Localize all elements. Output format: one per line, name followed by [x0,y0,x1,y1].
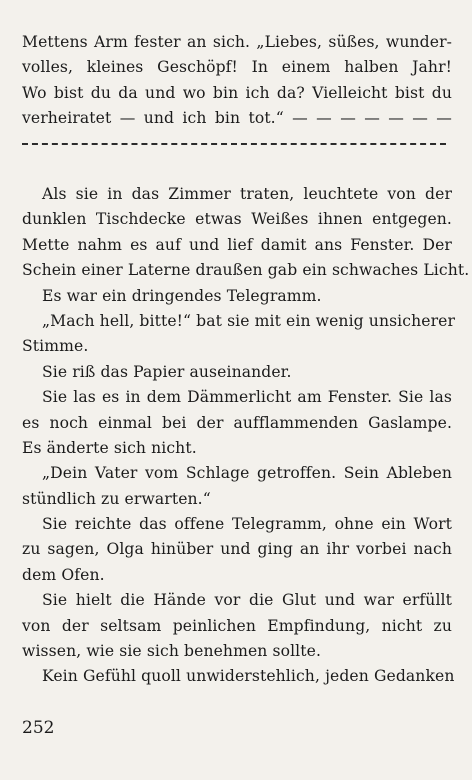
text-line: volles, kleines Geschöpf! In einem halben Jahr! [22,58,452,77]
text-line: Mettens Arm fester an sich. „Liebes, süßes, wunder- [22,33,452,51]
dash-separator [22,132,452,154]
text-line: Kein Gefühl quoll unwiderstehlich, jeden Gedanken [42,667,455,686]
page-number: 252 [22,718,55,738]
text-line: dunklen Tischdecke etwas Weißes ihnen entgegen. [22,210,452,229]
text-line: Es war ein dringendes Telegramm. [42,286,322,305]
text-line: Mette nahm es auf und lief damit ans Fenster. Der [22,235,452,254]
text-line: verheiratet — und ich bin tot.“ — — — — — — — [22,109,452,128]
text-block-main [22,182,470,690]
text-line: zu sagen, Olga hinüber und ging an ihr vorbei nach [22,540,452,559]
text-line: Als sie in das Zimmer traten, leuchtete von der [42,185,452,203]
text-line: stündlich zu erwarten.“ [22,489,211,508]
text-line: Stimme. [22,337,89,356]
text-block-top [22,30,452,154]
text-line: Sie las es in dem Dämmerlicht am Fenster. Sie las [42,388,452,407]
text-line: Sie riß das Papier auseinander. [42,362,292,381]
text-line: Sie reichte das offene Telegramm, ohne ein Wort [42,515,452,534]
text-line: Es änderte sich nicht. [22,438,197,457]
text-line: von der seltsam peinlichen Empfindung, nicht zu [22,616,452,635]
text-line: dem Ofen. [22,565,105,584]
text-line: Schein einer Laterne draußen gab ein schwaches Licht. [22,261,470,280]
text-line: Sie hielt die Hände vor die Glut und war erfüllt [42,591,452,610]
text-line: wissen, wie sie sich benehmen sollte. [22,642,321,661]
text-line: es noch einmal bei der aufflammenden Gaslampe. [22,413,452,432]
text-line: Wo bist du da und wo bin ich da? Vielleicht bist du [22,83,452,102]
text-line: „Mach hell, bitte!“ bat sie mit ein wenig unsicherer [42,311,456,330]
text-line: „Dein Vater vom Schlage getroffen. Sein Ableben [42,464,452,483]
